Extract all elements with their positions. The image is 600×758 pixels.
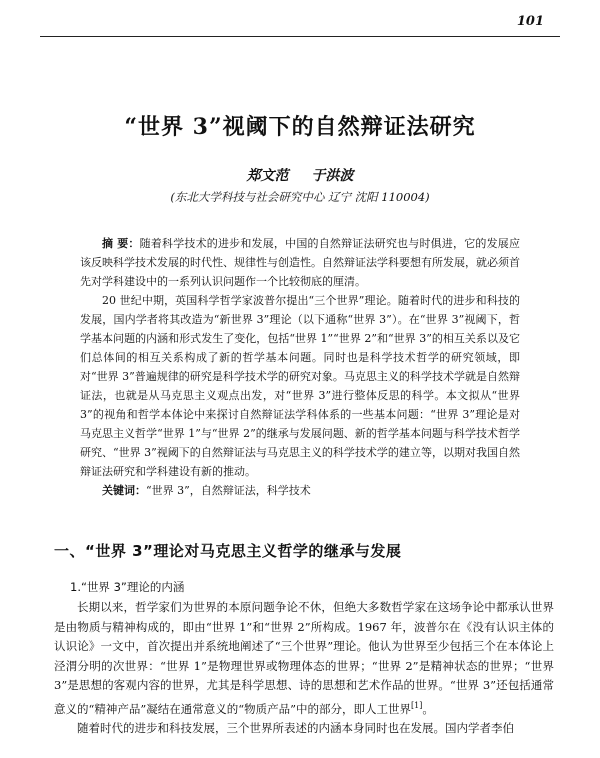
abstract-block	[80, 234, 520, 500]
body-paragraph-1-end: 。	[422, 701, 434, 716]
abstract-label: 摘 要：	[102, 237, 140, 250]
header-rule	[40, 36, 560, 37]
body-paragraph-1-text: 长期以来，哲学家们为世界的本原问题争论不休，但绝大多数哲学家在这场争论中都承认世界是由物质与精神构成的，即由“世界 1”和“世界 2”所构成。1967 年，波普尔在《没有认识主体的认识论》一文中，首次提出并系统地阐述了“三个世界”理论。他认为世界至少包括三个在本体论上泾渭分明的次世界：“世界 1”是物理世界或物理体态的世界；“世界 2”是精神状态的世界；“世界 3”是思想的客观内容的世界，尤其是科学思想、诗的思想和艺术作品的世界。“世界 3”还包括通常意义的“精神产品”凝结在通常意义的“物质产品”中的部分，即人工世界	[54, 600, 554, 716]
abstract-paragraph	[80, 234, 520, 291]
section-heading: 一、“世界 3”理论对马克思主义哲学的继承与发展	[54, 542, 402, 560]
body-paragraph-1	[54, 598, 554, 719]
paper-title: “世界 3”视阈下的自然辩证法研究	[124, 114, 476, 140]
keywords-text: “世界 3”，自然辩证法，科学技术	[146, 484, 311, 497]
abstract-text: 随着科学技术的进步和发展，中国的自然辩证法研究也与时俱进，它的发展应该反映科学技术发展的时代性、规律性与创造性。自然辩证法学科要想有所发展，就必须首先对学科建设中的一系列认识问题作一个比较彻底的厘清。	[80, 237, 520, 288]
affiliation: (东北大学科技与社会研究中心 辽宁 沈阳 110004)	[170, 190, 430, 204]
keywords-line	[80, 481, 520, 500]
sub-heading: 1.“世界 3”理论的内涵	[70, 580, 185, 594]
page-number: 101	[516, 14, 544, 29]
authors: 郑文范 于洪波	[246, 168, 354, 184]
body-text	[54, 598, 554, 738]
abstract-paragraph-2: 20 世纪中期，英国科学哲学家波普尔提出“三个世界”理论。随着时代的进步和科技的发展，国内学者将其改造为“新世界 3”理论（以下通称“世界 3”）。在“世界 3”视阈下，哲学基本问题的内涵和形式发生了变化，包括“世界 1”“世界 2”和“世界 3”的相互关系以及它们总体间的相互关系构成了新的哲学基本问题。同时也是科学技术哲学的研究领域，即对“世界 3”普遍规律的研究是科学技术学的研究对象。马克思主义的科学技术学就是自然辩证法，也就是从马克思主义观点出发，对“世界 3”进行整体反思的科学。本文拟从“世界 3”的视角和哲学本体论中来探讨自然辩证法学科体系的一些基本问题：“世界 3”理论是对马克思主义哲学“世界 1”与“世界 2”的继承与发展问题、新的哲学基本问题与科学技术哲学研究、“世界 3”视阈下的自然辩证法与马克思主义的科学技术学的建立等，以期对我国自然辩证法研究和学科建设有新的推动。	[80, 294, 520, 478]
body-paragraph-2: 随着时代的进步和科技发展，三个世界所表述的内涵本身同时也在发展。国内学者李伯	[77, 720, 514, 735]
keywords-label: 关键词：	[102, 484, 146, 497]
citation[interactable]: [1]	[411, 700, 423, 710]
